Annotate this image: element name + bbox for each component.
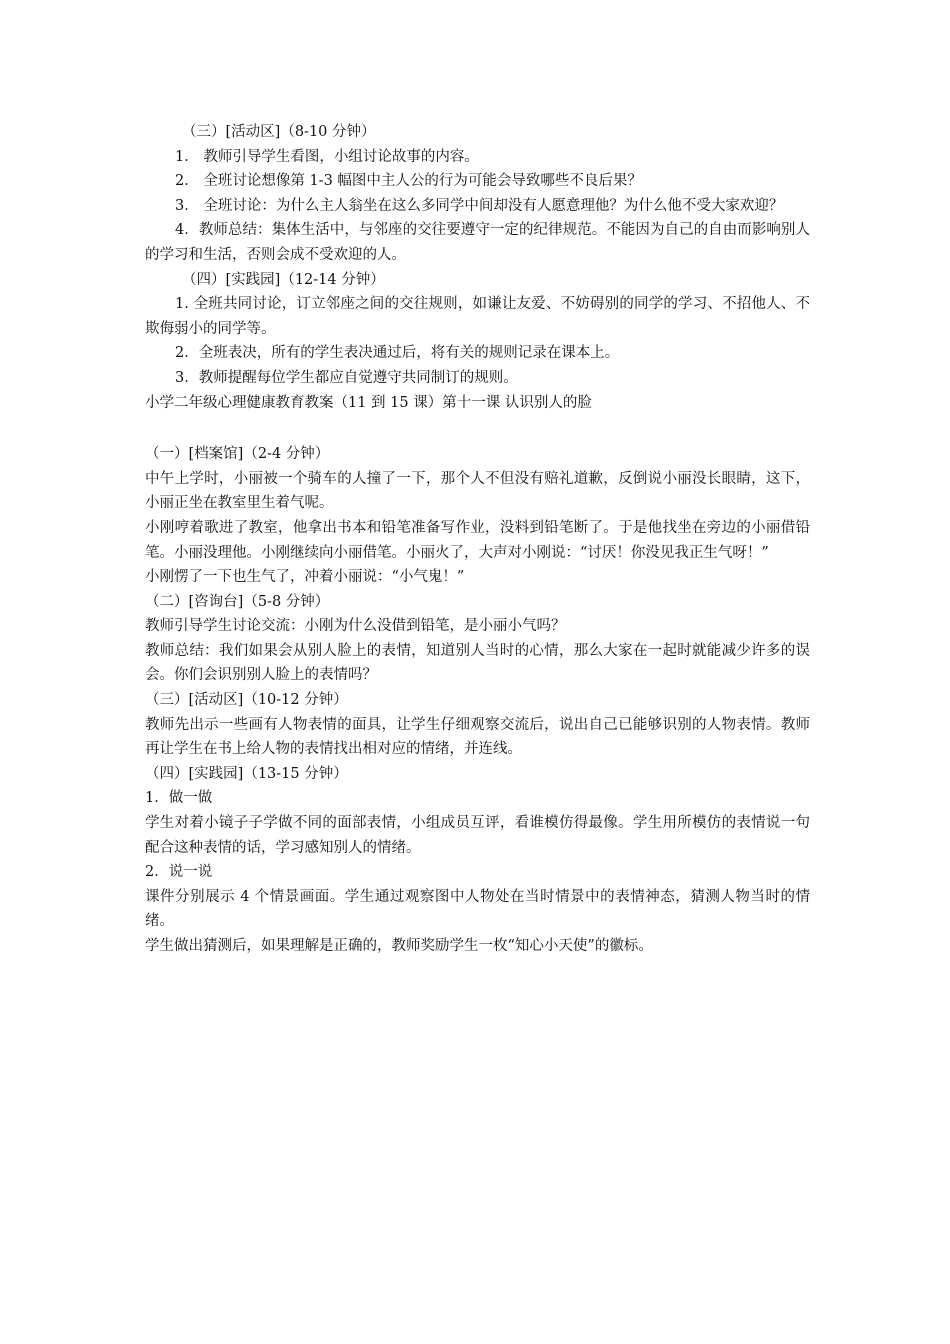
list-item: 1. 全班共同讨论，订立邻座之间的交往规则，如谦让友爱、不妨碍别的同学的学习、不招他人、不欺侮弱小的同学等。	[145, 296, 810, 337]
practice-paragraph: 课件分别展示 4 个情景画面。学生通过观察图中人物处在当时情景中的表情神态，猜测人物当时的情绪。	[145, 888, 810, 930]
section-heading-activity: （三）[活动区]（8-10 分钟）	[182, 124, 376, 140]
story-paragraph: 中午上学时，小丽被一个骑车的人撞了一下，那个人不但没有赔礼道歉，反倒说小丽没长眼睛，这下，小丽正坐在教室里生着气呢。	[145, 470, 810, 512]
practice-paragraph: 学生做出猜测后，如果理解是正确的，教师奖励学生一枚“知心小天使”的徽标。	[145, 938, 653, 954]
consult-paragraph: 教师总结：我们如果会从别人脸上的表情，知道别人当时的心情，那么大家在一起时就能减少许多的误会。你们会识别别人脸上的表情吗？	[145, 642, 810, 684]
practice-subheading: 2．说一说	[145, 864, 213, 881]
practice-subheading: 1．做一做	[145, 790, 213, 807]
list-item: 4．教师总结：集体生活中，与邻座的交往要遵守一定的纪律规范。不能因为自己的自由而影响别人的学习和生活，否则会成不受欢迎的人。	[145, 222, 810, 263]
consult-paragraph: 教师引导学生讨论交流：小刚为什么没借到铅笔，是小丽小气吗？	[145, 618, 566, 635]
story-paragraph: 小刚愣了一下也生气了，冲着小丽说：“小气鬼！”	[145, 569, 465, 586]
document-page	[145, 120, 810, 959]
list-item: 2．全班表决，所有的学生表决通过后，将有关的规则记录在课本上。	[175, 345, 620, 362]
section-heading-practice-2: （四）[实践园]（13-15 分钟）	[145, 765, 348, 782]
section-heading-activity-2: （三）[活动区]（10-12 分钟）	[145, 692, 348, 709]
story-paragraph: 小刚哼着歌进了教室，他拿出书本和铅笔准备写作业，没料到铅笔断了。于是他找坐在旁边的小丽借铅笔。小丽没理他。小刚继续向小丽借笔。小丽火了，大声对小刚说：“讨厌！你没见我正生气呀！”	[145, 519, 810, 561]
lesson-title: 小学二年级心理健康教育教案（11 到 15 课）第十一课 认识别人的脸	[145, 394, 592, 411]
list-item: 2． 全班讨论想像第 1-3 幅图中主人公的行为可能会导致哪些不良后果？	[175, 173, 642, 190]
section-heading-consult: （二）[咨询台]（5-8 分钟）	[145, 593, 330, 610]
blank-line	[145, 415, 810, 442]
list-item: 3． 全班讨论：为什么主人翁坐在这么多同学中间却没有人愿意理他？为什么他不受大家欢迎？	[175, 197, 784, 214]
section-heading-practice: （四）[实践园]（12-14 分钟）	[182, 271, 385, 288]
practice-paragraph: 学生对着小镜子子学做不同的面部表情，小组成员互评，看谁模仿得最像。学生用所模仿的表情说一句配合这种表情的话，学习感知别人的情绪。	[145, 815, 810, 856]
section-heading-archive: （一）[档案馆]（2-4 分钟）	[145, 446, 330, 463]
activity-paragraph: 教师先出示一些画有人物表情的面具，让学生仔细观察交流后，说出自己已能够识别的人物表情。教师再让学生在书上给人物的表情找出相对应的情绪，并连线。	[145, 716, 810, 758]
list-item: 1． 教师引导学生看图，小组讨论故事的内容。	[175, 148, 479, 165]
list-item: 3．教师提醒每位学生都应自觉遵守共同制订的规则。	[175, 369, 518, 386]
